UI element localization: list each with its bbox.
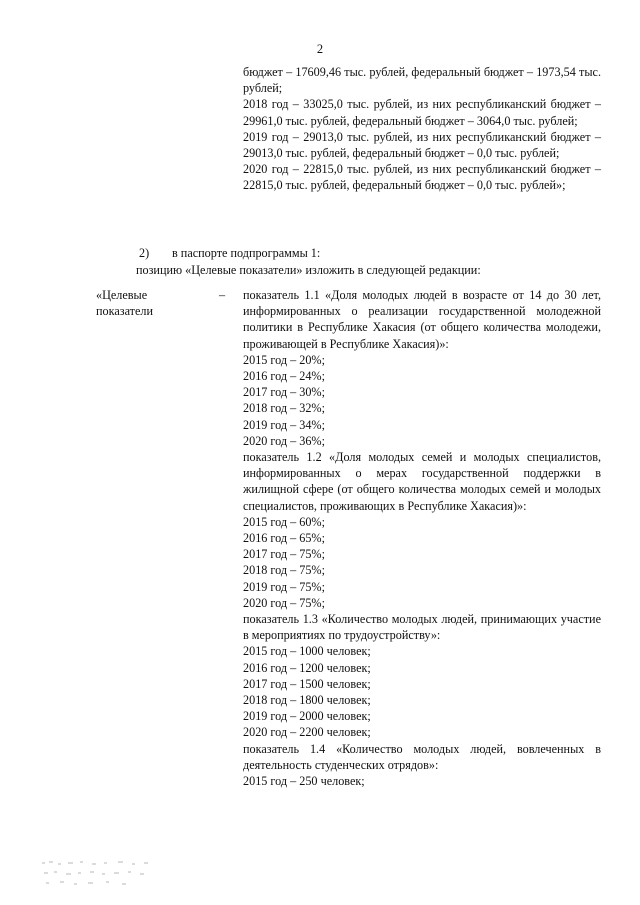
section-dash: –: [219, 288, 226, 302]
indicator-year: 2019 год – 34%;: [243, 417, 325, 432]
indicator-year: 2015 год – 250 человек;: [243, 774, 365, 789]
budget-line: 2019 год – 29013,0 тыс. рублей, из них республиканский бюджет – 29013,0 тыс. рублей, федеральный бюджет – 0,0 тыс. рублей;: [243, 129, 601, 161]
budget-line: 2020 год – 22815,0 тыс. рублей, из них республиканский бюджет – 22815,0 тыс. рублей, федеральный бюджет – 0,0 тыс. рублей»;: [243, 162, 601, 193]
item-text: в паспорте подпрограммы 1:: [172, 246, 321, 260]
indicator-year: 2015 год – 20%;: [243, 352, 325, 367]
indicator-title: показатель 1.2 «Доля молодых семей и молодых специалистов, информированных о мерах государственной поддержки в жилищной сфере (от общего количества молодых семей и молодых специалистов, проживающих в Республике Хакасия)»:: [243, 450, 601, 513]
indicator-year: 2018 год – 32%;: [243, 401, 325, 416]
budget-line: 2018 год – 33025,0 тыс. рублей, из них республиканский бюджет – 29961,0 тыс. рублей, федеральный бюджет – 3064,0 тыс. рублей;: [243, 97, 601, 128]
indicators-content: [243, 287, 601, 789]
indicator-year: 2017 год – 30%;: [243, 385, 325, 400]
indicator-year: 2020 год – 2200 человек;: [243, 725, 371, 740]
indicator-title: показатель 1.3 «Количество молодых людей, принимающих участие в мероприятиях по трудоустройству»:: [243, 612, 601, 643]
indicator-year: 2020 год – 36%;: [243, 433, 325, 448]
indicator-year: 2016 год – 65%;: [243, 531, 325, 546]
indicator-year: 2017 год – 75%;: [243, 547, 325, 562]
section-label: [96, 287, 206, 319]
indicator-year: 2017 год – 1500 человек;: [243, 676, 371, 691]
item-number: 2): [139, 246, 150, 260]
indicator-year: 2015 год – 1000 человек;: [243, 644, 371, 659]
indicator-title: показатель 1.4 «Количество молодых людей, вовлеченных в деятельность студенческих отрядов»:: [243, 741, 601, 772]
indicator-year: 2018 год – 75%;: [243, 563, 325, 578]
section-label-line: «Целевые: [96, 288, 148, 302]
indicator-year: 2019 год – 75%;: [243, 579, 325, 594]
budget-line: бюджет – 17609,46 тыс. рублей, федеральный бюджет – 1973,54 тыс. рублей;: [243, 65, 601, 96]
indicator-title: показатель 1.1 «Доля молодых людей в возрасте от 14 до 30 лет, информированных о реализации государственной молодежной политики в Республике Хакасия (от общего количества молодежи, проживающей в Республике Хакасия)»:: [243, 288, 601, 351]
indicator-year: 2016 год – 24%;: [243, 369, 325, 384]
faded-stamp-mark: [40, 858, 160, 888]
indicator-year: 2019 год – 2000 человек;: [243, 709, 371, 724]
indicator-year: 2015 год – 60%;: [243, 514, 325, 529]
indicator-year: 2016 год – 1200 человек;: [243, 660, 371, 675]
budget-block: [243, 64, 601, 194]
indicator-year: 2018 год – 1800 человек;: [243, 693, 371, 708]
page-number: 2: [316, 42, 324, 56]
indicator-year: 2020 год – 75%;: [243, 595, 325, 610]
intro-item: [139, 245, 609, 261]
section-label-line: показатели: [96, 304, 154, 319]
intro-line: позицию «Целевые показатели» изложить в следующей редакции:: [136, 263, 481, 277]
